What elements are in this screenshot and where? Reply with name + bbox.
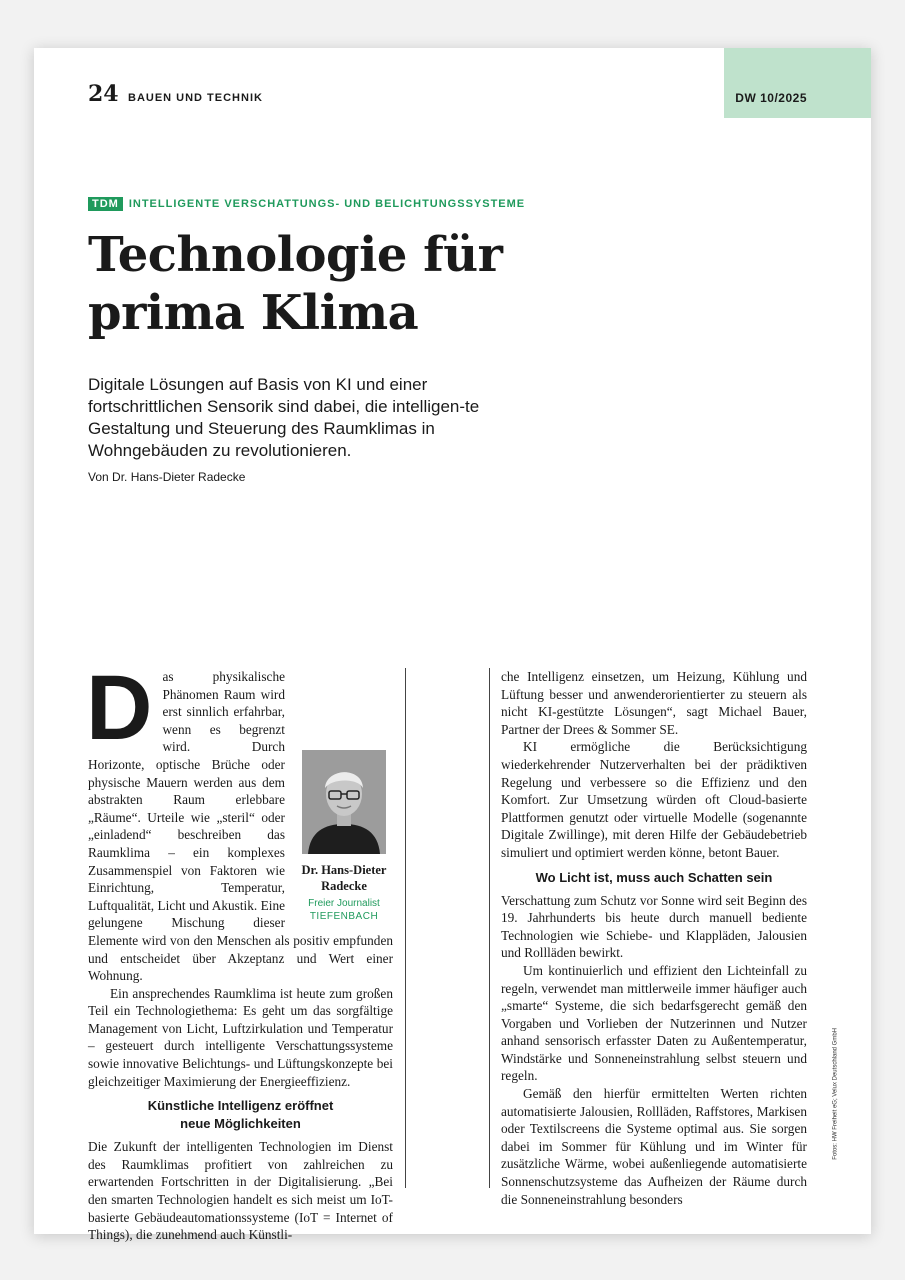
magazine-page <box>34 48 871 1243</box>
author-name-line-2: Radecke <box>321 879 367 893</box>
kicker-text: INTELLIGENTE VERSCHATTUNGS- UND BELICHTUNGSSYSTEME <box>128 198 526 210</box>
tag-badge: TDM <box>88 197 123 211</box>
page-number: 24 <box>88 81 119 107</box>
paragraph: KI ermögliche die Berücksichtigung wiederkehrender Nutzerverhalten bei der prädiktiven Regelung und verbessere so die Effizienz und den Komfort. Zur Umsetzung würden oft Cloud-basierte Plattformen genutzt oder virtuelle Modelle (sogenannte Digitale Zwillinge), mit deren Hilfe der Gebäudebetrieb simuliert und optimiert werden könne, betont Bauer. <box>501 739 807 860</box>
subheading <box>88 1097 393 1133</box>
column-divider <box>489 668 490 1188</box>
issue-box <box>724 48 871 118</box>
author-portrait-icon <box>302 750 386 854</box>
section-title: BAUEN UND TECHNIK <box>128 92 263 104</box>
title-line-2: prima Klima <box>88 285 419 341</box>
author-name-line-1: Dr. Hans-Dieter <box>301 863 387 877</box>
paragraph: Gemäß den hierfür ermittelten Werten richten automatisierte Jalousien, Rollläden, Raffstores, Markisen oder Textilscreens die Systeme optimal aus. Sie sorgen dabei im Sommer für Kühlung und im Winter für zusätzliche Wärme, wobei außenliegende automatisierte Sonnenschutzsysteme das Aufheizen der Räume durch die Sonneneinstrahlung besonders <box>501 1086 807 1207</box>
lead-text: Digitale Lösungen auf Basis von KI und einer fortschrittlichen Sensorik sind dabei, die intelligen-te Gestaltung und Steuerung des Raumklimas in Wohngebäuden zu revolutionieren. <box>88 375 480 460</box>
column-divider <box>405 668 406 1188</box>
drop-cap: D <box>86 657 153 759</box>
paragraph: Verschattung zum Schutz vor Sonne wird seit Beginn des 19. Jahrhunderts bis heute durch manuell bediente Technologien wie Schiebe- und Klappläden, Jalousien und Rollläden bewirkt. <box>501 892 807 961</box>
photo-credit: Fotos: HW Freiheit eG; Velux Deutschland GmbH <box>833 1028 839 1160</box>
kicker <box>88 197 525 211</box>
paragraph: Ein ansprechendes Raumklima ist heute zum großen Teil ein Technologiethema: Es geht um das sorgfältige Management von Licht, Luftzirkulation und Temperatur – gesteuert durch intelligente Verschattungssysteme sowie innovative Belichtungs- und Lüftungskonzepte bei gleichzeitiger Maximierung der Energieeffizienz. <box>88 985 393 1089</box>
subheading-line-1: Künstliche Intelligenz eröffnet <box>147 1098 334 1114</box>
paragraph: Um kontinuierlich und effizient den Lichteinfall zu regeln, verwendet man mittlerweile immer häufiger auch „smarte“ Systeme, die sich bedarfsgerecht gemäß den Vorgaben und Vorlieben der Nutzerinnen und Nutzer anhand sensorisch erfasster Daten zu Außentemperatur, Windstärke und Sonneneinstrahlung selbst steuern und regeln. <box>501 962 807 1084</box>
paragraph: as physikalische Phänomen Raum wird erst sinnlich erfahrbar, wenn es begrenzt wird. Durch Horizonte, optische Brüche oder physische Mauern werden aus dem abstrakten Raum erlebbare „Räume“. Urteile wie „steril“ oder „einladend“ beschreiben das Raumklima – ein komplexes Zusammenspiel von Faktoren wie Einrichtung, Temperatur, Luftqualität, Licht und Akustik. Eine gelungene Mischung dieser Elemente wird von den Menschen als positiv empfunden und entscheidet über Akzeptanz und Wert einer Wohnung. <box>88 669 393 984</box>
author-photo <box>302 750 386 854</box>
subheading: Wo Licht ist, muss auch Schatten sein <box>535 869 773 885</box>
author-role: Freier Journalist <box>308 898 380 909</box>
column-1 <box>86 657 393 1244</box>
article-title <box>88 226 502 342</box>
subheading-line-2: neue Möglichkeiten <box>180 1116 301 1132</box>
author-box <box>295 750 393 923</box>
paragraph: che Intelligenz einsetzen, um Heizung, Kühlung und Lüftung besser und anwenderorientierter zu steuern als nicht KI-gestützte Lösungen“, sagt Michael Bauer, Partner der Drees & Sommer SE. <box>501 669 807 737</box>
byline: Von Dr. Hans-Dieter Radecke <box>88 470 246 484</box>
author-place: TIEFENBACH <box>309 911 379 922</box>
paragraph: Die Zukunft der intelligenten Technologien im Dienst des Raumklimas profitiert von zahlreichen zu erwartenden Fortschritten in der Digitalisierung. „Bei den smarten Technologien handelt es sich meist um IoT-basierte Gebäudeautomationssysteme (IoT = Internet of Things), die zunehmend auch Künstli- <box>88 1139 393 1243</box>
title-line-1: Technologie für <box>88 227 503 283</box>
issue-label: DW 10/2025 <box>735 91 807 105</box>
column-2 <box>501 668 807 1208</box>
